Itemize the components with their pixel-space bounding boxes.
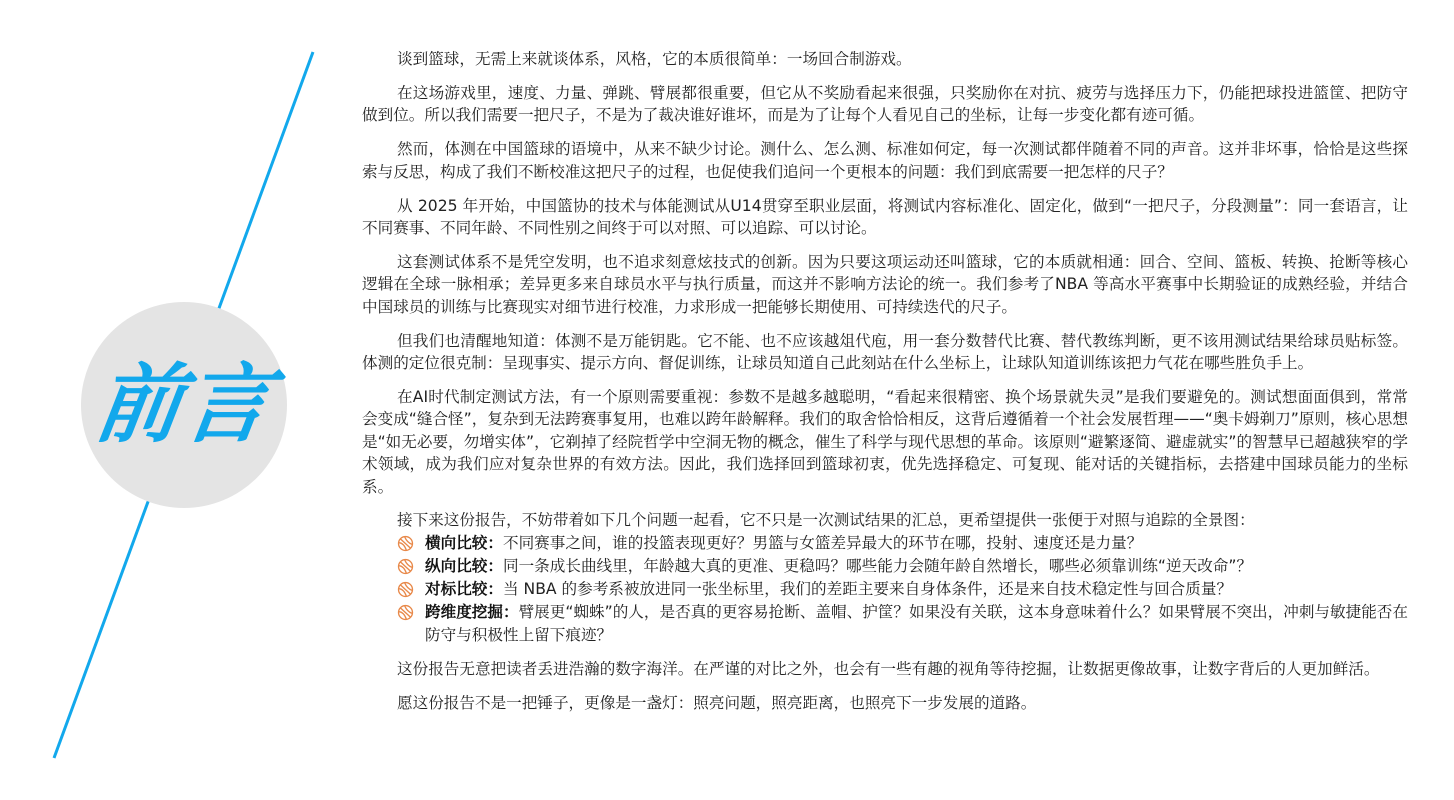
- paragraph: 在这场游戏里，速度、力量、弹跳、臂展都很重要，但它从不奖励看起来很强，只奖励你在对抗、疲劳与选择压力下，仍能把球投进篮筐、把防守做到位。所以我们需要一把尺子，不是为了裁决谁好谁坏，而是为了让每个人看见自己的坐标，让每一步变化都有迹可循。: [362, 83, 1408, 125]
- question-item: [362, 532, 1408, 555]
- question-item: [362, 555, 1408, 578]
- paragraph: 这套测试体系不是凭空发明，也不追求刻意炫技式的创新。因为只要这项运动还叫篮球，它的本质就相通：回合、空间、篮板、转换、抢断等核心逻辑在全球一脉相承；差异更多来自球员水平与执行质量，而这并不影响方法论的统一。我们参考了NBA 等高水平赛事中长期验证的成熟经验，并结合中国球员的训练与比赛现实对细节进行校准，力求形成一把能够长期使用、可持续迭代的尺子。: [362, 252, 1408, 316]
- question-text: 臂展更“蜘蛛”的人，是否真的更容易抢断、盖帽、护筐？如果没有关联，这本身意味着什么？如果臂展不突出，冲刺与敏捷能否在防守与积极性上留下痕迹？: [425, 602, 1408, 644]
- preface-body: [362, 48, 1408, 726]
- question-label: 纵向比较：: [425, 556, 503, 575]
- question-text: 同一条成长曲线里，年龄越大真的更准、更稳吗？哪些能力会随年龄自然增长，哪些必须靠训练“逆天改命”？: [502, 556, 1253, 575]
- question-label: 横向比较：: [425, 533, 503, 552]
- question-item: [362, 578, 1408, 601]
- paragraph: 谈到篮球，无需上来就谈体系，风格，它的本质很简单：一场回合制游戏。: [397, 50, 912, 68]
- page-title: 前言: [88, 355, 280, 455]
- basketball-icon: [397, 604, 414, 621]
- question-text: 当 NBA 的参考系被放进同一张坐标里，我们的差距主要来自身体条件，还是来自技术稳定性与回合质量？: [502, 579, 1233, 598]
- paragraph: 这份报告无意把读者丢进浩瀚的数字海洋。在严谨的对比之外，也会有一些有趣的视角等待挖掘，让数据更像故事，让数字背后的人更加鲜活。: [397, 660, 1380, 679]
- question-item: [362, 601, 1408, 647]
- paragraph: 愿这份报告不是一把锤子，更像是一盏灯：照亮问题，照亮距离，也照亮下一步发展的道路。: [397, 694, 1037, 713]
- basketball-icon: [397, 581, 414, 598]
- paragraph: 但我们也清醒地知道：体测不是万能钥匙。它不能、也不应该越俎代庖，用一套分数替代比赛、替代教练判断，更不该用测试结果给球员贴标签。体测的定位很克制：呈现事实、提示方向、督促训练，让球员知道自己此刻站在什么坐标上，让球队知道训练该把力气花在哪些胜负手上。: [362, 331, 1408, 372]
- question-label: 对标比较：: [425, 579, 503, 598]
- question-list: [362, 532, 1408, 647]
- questions-intro: 接下来这份报告，不妨带着如下几个问题一起看，它不只是一次测试结果的汇总，更希望提供一张便于对照与追踪的全景图：: [397, 511, 1255, 530]
- question-label: 跨维度挖掘：: [425, 602, 519, 621]
- question-text: 不同赛事之间，谁的投篮表现更好？男篮与女篮差异最大的环节在哪，投射、速度还是力量？: [502, 533, 1143, 552]
- basketball-icon: [397, 535, 414, 552]
- paragraph: 在AI时代制定测试方法，有一个原则需要重视：参数不是越多越聪明，“看起来很精密、换个场景就失灵”是我们要避免的。测试想面面俱到，常常会变成“缝合怪”，复杂到无法跨赛事复用，也难以跨年龄解释。我们的取舍恰恰相反，这背后遵循着一个社会发展哲理——“奥卡姆剃刀”原则，核心思想是“如无必要，勿增实体”，它剃掉了经院哲学中空洞无物的概念，催生了科学与现代思想的革命。该原则“避繁逐简、避虚就实”的智慧早已超越狭窄的学术领域，成为我们应对复杂世界的有效方法。因此，我们选择回到篮球初衷，优先选择稳定、可复现、能对话的关键指标，去搭建中国球员能力的坐标系。: [362, 387, 1408, 496]
- paragraph: 从 2025 年开始，中国篮协的技术与体能测试从U14贯穿至职业层面，将测试内容标准化、固定化，做到“一把尺子，分段测量”：同一套语言，让不同赛事、不同年龄、不同性别之间终于可以对照、可以追踪、可以讨论。: [362, 196, 1408, 237]
- basketball-icon: [397, 558, 414, 575]
- paragraph: 然而，体测在中国篮球的语境中，从来不缺少讨论。测什么、怎么测、标准如何定，每一次测试都伴随着不同的声音。这并非坏事，恰恰是这些探索与反思，构成了我们不断校准这把尺子的过程，也促使我们追问一个更根本的问题：我们到底需要一把怎样的尺子？: [362, 140, 1408, 181]
